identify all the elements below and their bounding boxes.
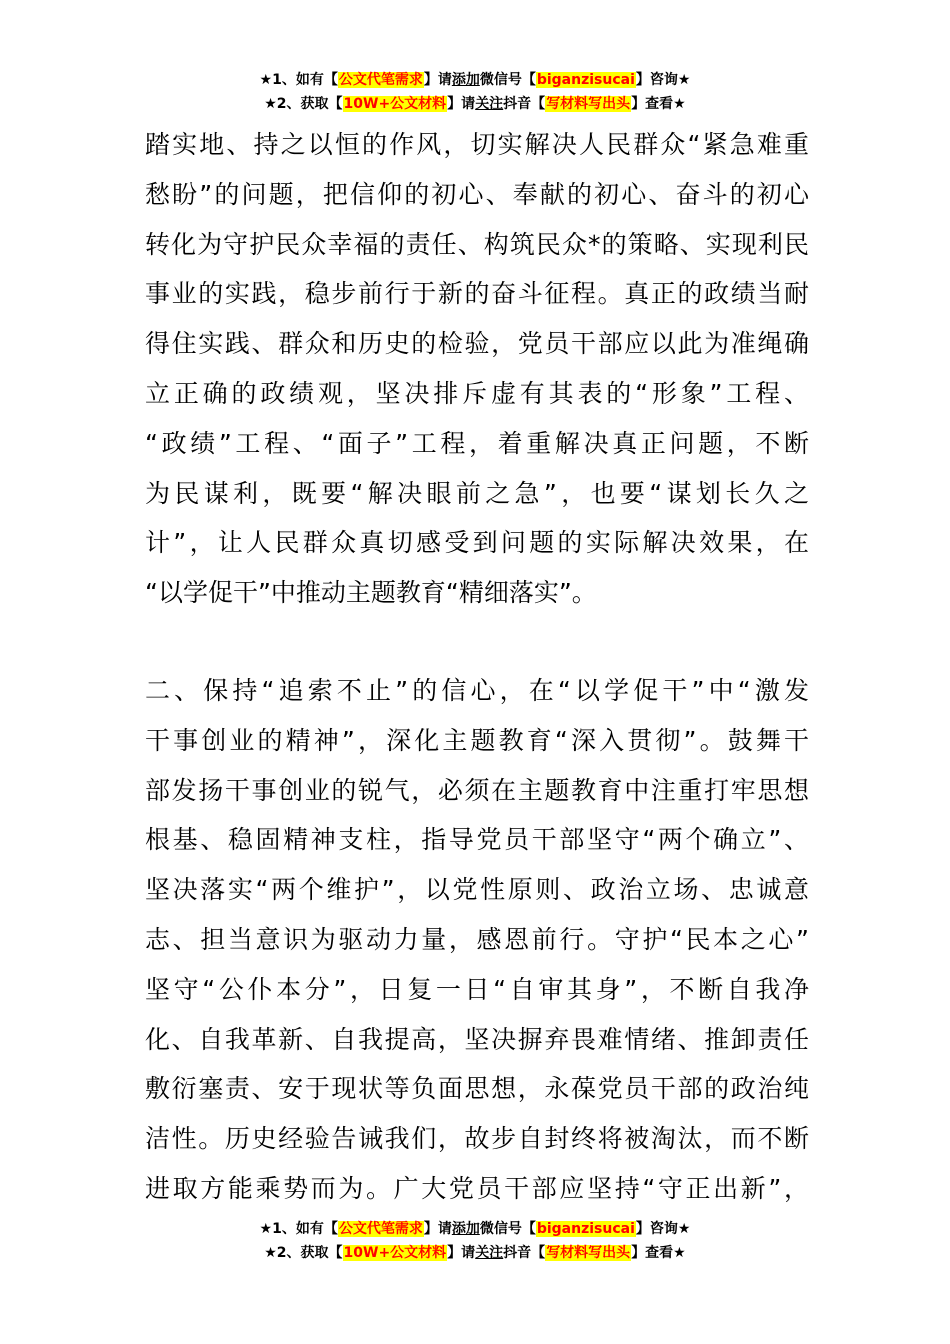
text-line: 计”，让人民群众真切感受到问题的实际解决效果，在 [145,528,809,558]
text-line: 得住实践、群众和历史的检验，党员干部应以此为准绳确 [145,329,809,359]
paragraph-2 [145,666,809,1214]
text-line: 踏实地、持之以恒的作风，切实解决人民群众“紧急难重 [145,130,809,159]
banner-text: ★1、如有【 [259,1221,338,1237]
text-line: 事业的实践，稳步前行于新的奋斗征程。真正的政绩当耐 [145,279,809,309]
text-line: 敷衍塞责、安于现状等负面思想，永葆党员干部的政治纯 [145,1074,809,1104]
text-line: 愁盼”的问题，把信仰的初心、奉献的初心、奋斗的初心 [145,179,809,209]
banner-text: 】请 [423,1221,452,1237]
footer-banner [0,1217,950,1265]
banner-text: 】咨询★ [635,72,691,88]
banner-highlight-wechat-id: biganzisucai [536,72,635,88]
banner-highlight-douyin-id: 写材料写出头 [546,96,631,112]
banner-highlight-wechat-id: biganzisucai [536,1221,635,1237]
text-line: 志、担当意识为驱动力量，感恩前行。守护“民本之心” [145,924,809,954]
text-line: 二、保持“追索不止”的信心，在“以学促干”中“激发 [145,676,809,705]
text-line: 化、自我革新、自我提高，坚决摒弃畏难情绪、推卸责任 [145,1024,809,1054]
banner-underlined-text: 添加 [451,1221,480,1237]
text-line: 部发扬干事创业的锐气，必须在主题教育中注重打牢思想 [145,775,809,805]
text-line: “以学促干”中推动主题教育“精细落实”。 [145,578,597,608]
banner-text: 微信号【 [479,1221,536,1237]
banner-underlined-text: 关注 [475,1245,504,1261]
banner-text: ★1、如有【 [259,72,338,88]
banner-text: ★2、获取【 [264,96,343,112]
text-line: 为民谋利，既要“解决眼前之急”，也要“谋划长久之 [145,478,809,508]
banner-highlight: 公文代笔需求 [338,72,423,88]
banner-line-2 [0,1241,950,1265]
banner-highlight: 10W+公文材料 [343,1245,447,1261]
banner-text: 】请 [447,1245,476,1261]
banner-highlight: 10W+公文材料 [343,96,447,112]
banner-text: 】请 [447,96,476,112]
banner-text: 微信号【 [479,72,536,88]
text-line: 坚决落实“两个维护”，以党性原则、政治立场、忠诚意 [145,875,809,905]
text-line: 坚守“公仆本分”，日复一日“自审其身”，不断自我净 [145,974,809,1004]
banner-underlined-text: 添加 [451,72,480,88]
banner-text: 】请 [423,72,452,88]
text-line: 进取方能乘势而为。广大党员干部应坚持“守正出新”， [145,1173,809,1203]
header-banner [0,68,950,116]
text-line: 洁性。历史经验告诫我们，故步自封终将被淘汰，而不断 [145,1124,809,1154]
text-line: 立正确的政绩观，坚决排斥虚有其表的“形象”工程、 [145,378,809,408]
banner-text: 抖音【 [503,1245,546,1261]
banner-highlight: 公文代笔需求 [338,1221,423,1237]
banner-text: 】查看★ [631,1245,686,1261]
banner-line-1 [0,68,950,92]
text-line: 干事创业的精神”，深化主题教育“深入贯彻”。鼓舞干 [145,725,809,755]
text-line: 转化为守护民众幸福的责任、构筑民众*的策略、实现利民 [145,229,809,259]
banner-highlight-douyin-id: 写材料写出头 [546,1245,631,1261]
text-line: 根基、稳固精神支柱，指导党员干部坚守“两个确立”、 [145,825,809,855]
banner-text: 抖音【 [503,96,546,112]
banner-underlined-text: 关注 [475,96,504,112]
banner-text: 】查看★ [631,96,686,112]
paragraph-1 [145,120,809,618]
text-line: “政绩”工程、“面子”工程，着重解决真正问题，不断 [145,428,809,458]
banner-text: 】咨询★ [635,1221,691,1237]
banner-text: ★2、获取【 [264,1245,343,1261]
banner-line-2 [0,92,950,116]
banner-line-1 [0,1217,950,1241]
